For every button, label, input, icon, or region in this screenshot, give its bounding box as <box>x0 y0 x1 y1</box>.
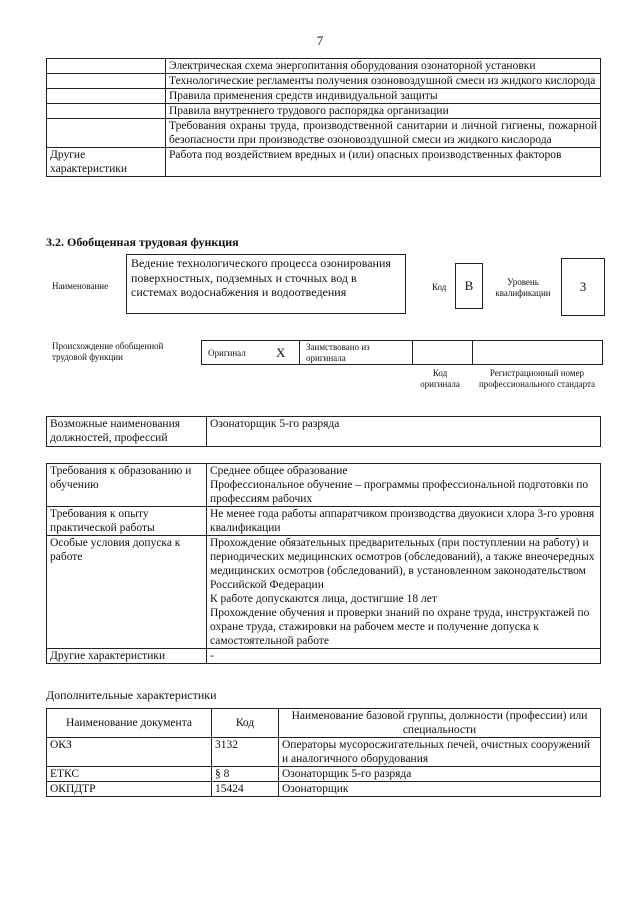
row-value: Требования охраны труда, производственной санитарии и личной гигиены, пожарной безопасности при производстве озоновоздушной смеси из жидкого кислорода <box>166 119 601 148</box>
requirement-value <box>207 464 601 507</box>
table-cell: Озонаторщик <box>279 782 601 797</box>
positions-label: Возможные наименования должностей, профессий <box>47 417 207 447</box>
requirement-line: К работе допускаются лица, достигшие 18 лет <box>210 593 437 605</box>
table-row <box>47 782 601 797</box>
row-label <box>47 59 166 74</box>
code-label: Код <box>432 282 447 292</box>
origin-label: Происхождение обобщенной трудовой функции <box>52 341 164 362</box>
column-header: Наименование документа <box>47 709 212 738</box>
row-label <box>47 74 166 89</box>
table-row <box>47 536 601 649</box>
row-value: Электрическая схема энергопитания оборудования озонаторной установки <box>166 59 601 74</box>
name-label: Наименование <box>52 281 109 291</box>
table-row <box>47 507 601 536</box>
requirement-line: Среднее общее образование <box>210 465 348 477</box>
requirement-label: Требования к опыту практической работы <box>47 507 207 536</box>
row-label: Другие характеристики <box>47 148 166 177</box>
table-row <box>47 738 601 767</box>
requirement-line: Профессиональное обучение – программы профессиональной подготовки по профессиям рабочих <box>210 479 589 505</box>
requirement-value <box>207 507 601 536</box>
requirement-value <box>207 536 601 649</box>
function-name: Ведение технологического процесса озонирования поверхностных, подземных и сточных вод в системах водоснабжения и водоотведения <box>126 254 406 314</box>
table-row <box>47 104 601 119</box>
requirement-line: - <box>210 650 214 662</box>
positions-table <box>46 416 601 447</box>
origin-box <box>201 340 603 365</box>
table-row <box>47 148 601 177</box>
additional-table <box>46 708 601 797</box>
code-original-label: Код оригинала <box>420 368 460 389</box>
requirements-table <box>46 463 601 664</box>
divider <box>472 341 473 364</box>
column-header: Код <box>212 709 279 738</box>
page-number: 7 <box>316 33 324 48</box>
row-value: Технологические регламенты получения озоновоздушной смеси из жидкого кислорода <box>166 74 601 89</box>
table-row <box>47 59 601 74</box>
table-row <box>47 417 601 447</box>
divider <box>412 341 413 364</box>
table-cell: 3132 <box>212 738 279 767</box>
original-label: Оригинал <box>208 348 246 358</box>
column-header: Наименование базовой группы, должности (профессии) или специальности <box>279 709 601 738</box>
reg-number-label: Регистрационный номер профессионального стандарта <box>478 368 596 389</box>
requirement-label: Особые условия допуска к работе <box>47 536 207 649</box>
positions-value: Озонаторщик 5-го разряда <box>207 417 601 447</box>
row-value: Правила применения средств индивидуальной защиты <box>166 89 601 104</box>
table-row <box>47 89 601 104</box>
table-row <box>47 649 601 664</box>
table-row <box>47 767 601 782</box>
row-label <box>47 119 166 148</box>
requirement-label: Требования к образованию и обучению <box>47 464 207 507</box>
section-title: 3.2. Обобщенная трудовая функция <box>46 235 239 249</box>
table-cell: Операторы мусоросжигательных печей, очистных сооружений и аналогичного оборудования <box>279 738 601 767</box>
table-row <box>47 119 601 148</box>
row-label <box>47 89 166 104</box>
original-mark: X <box>276 345 286 360</box>
requirement-label: Другие характеристики <box>47 649 207 664</box>
table-header-row <box>47 709 601 738</box>
table-cell: § 8 <box>212 767 279 782</box>
level-value: 3 <box>561 258 605 316</box>
row-label <box>47 104 166 119</box>
requirement-line: Прохождение обязательных предварительных (при поступлении на работу) и периодических медицинских осмотров (обследований), а также внеочередных медицинских осмотров (обследований), в установленном законодательством Российской Федерации <box>210 537 595 591</box>
table-cell: ОКПДТР <box>47 782 212 797</box>
code-value: B <box>455 263 483 309</box>
row-value: Правила внутреннего трудового распорядка организации <box>166 104 601 119</box>
top-table <box>46 58 601 177</box>
borrowed-label: Заимствовано из оригинала <box>306 342 370 363</box>
requirement-value <box>207 649 601 664</box>
table-cell: 15424 <box>212 782 279 797</box>
requirement-line: Прохождение обучения и проверки знаний по охране труда, инструктажей по охране труда, стажировки на рабочем месте и получение допуска к самостоятельной работе <box>210 607 590 647</box>
level-label: Уровень квалификации <box>495 277 551 298</box>
table-cell: Озонаторщик 5-го разряда <box>279 767 601 782</box>
table-cell: ЕТКС <box>47 767 212 782</box>
table-row <box>47 464 601 507</box>
table-cell: ОКЗ <box>47 738 212 767</box>
additional-title: Дополнительные характеристики <box>46 688 217 702</box>
table-row <box>47 74 601 89</box>
divider <box>299 341 300 364</box>
requirement-line: Не менее года работы аппаратчиком производства двуокиси хлора 3-го уровня квалификации <box>210 508 595 534</box>
row-value: Работа под воздействием вредных и (или) опасных производственных факторов <box>166 148 601 177</box>
